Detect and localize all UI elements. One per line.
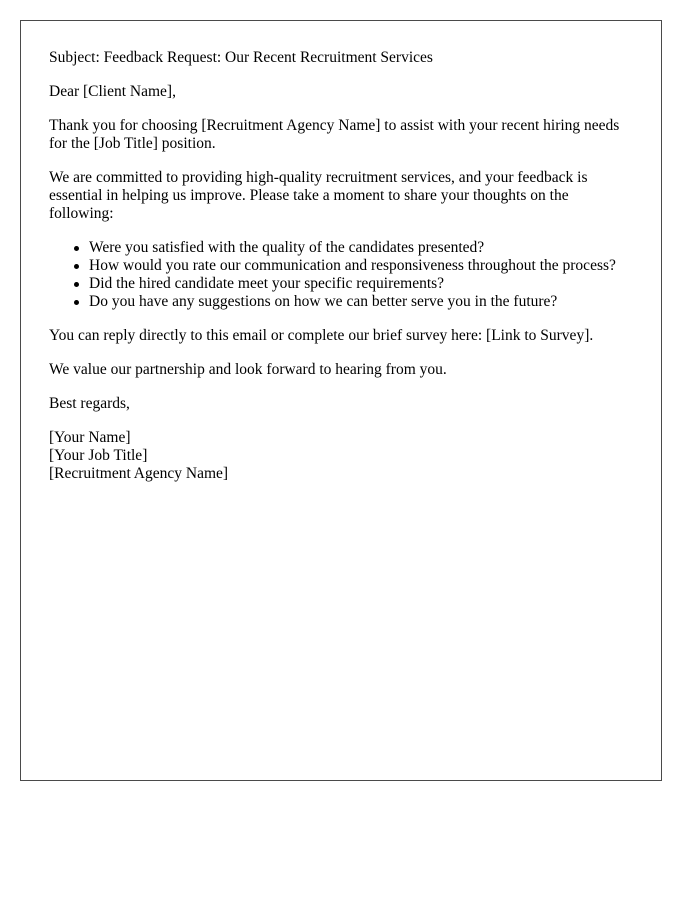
signature-title: [Your Job Title] <box>49 447 148 464</box>
signature-block <box>49 429 635 483</box>
list-item <box>89 275 635 293</box>
question-list <box>49 239 635 311</box>
letter-container <box>20 20 662 781</box>
signature-agency: [Recruitment Agency Name] <box>49 465 229 482</box>
closing: Best regards, <box>49 395 130 412</box>
question-text: Do you have any suggestions on how we can better serve you in the future? <box>89 293 558 310</box>
value-paragraph: We value our partnership and look forward to hearing from you. <box>49 361 447 378</box>
greeting: Dear [Client Name], <box>49 83 176 100</box>
intro-paragraph: Thank you for choosing [Recruitment Agency Name] to assist with your recent hiring needs for the [Job Title] position. <box>49 117 620 152</box>
question-text: Did the hired candidate meet your specific requirements? <box>89 275 445 292</box>
commitment-paragraph: We are committed to providing high-quality recruitment services, and your feedback is essential in helping us improve. Please take a moment to share your thoughts on the following: <box>49 169 588 222</box>
reply-paragraph: You can reply directly to this email or complete our brief survey here: [Link to Survey]. <box>49 327 594 344</box>
list-item <box>89 293 635 311</box>
question-text: Were you satisfied with the quality of the candidates presented? <box>89 239 485 256</box>
bullet-icon <box>74 300 79 305</box>
signature-name: [Your Name] <box>49 429 131 446</box>
question-text: How would you rate our communication and responsiveness throughout the process? <box>89 257 616 274</box>
list-item <box>89 257 635 275</box>
subject-line: Subject: Feedback Request: Our Recent Recruitment Services <box>49 49 433 66</box>
bullet-icon <box>74 264 79 269</box>
bullet-icon <box>74 246 79 251</box>
bullet-icon <box>74 282 79 287</box>
list-item <box>89 239 635 257</box>
